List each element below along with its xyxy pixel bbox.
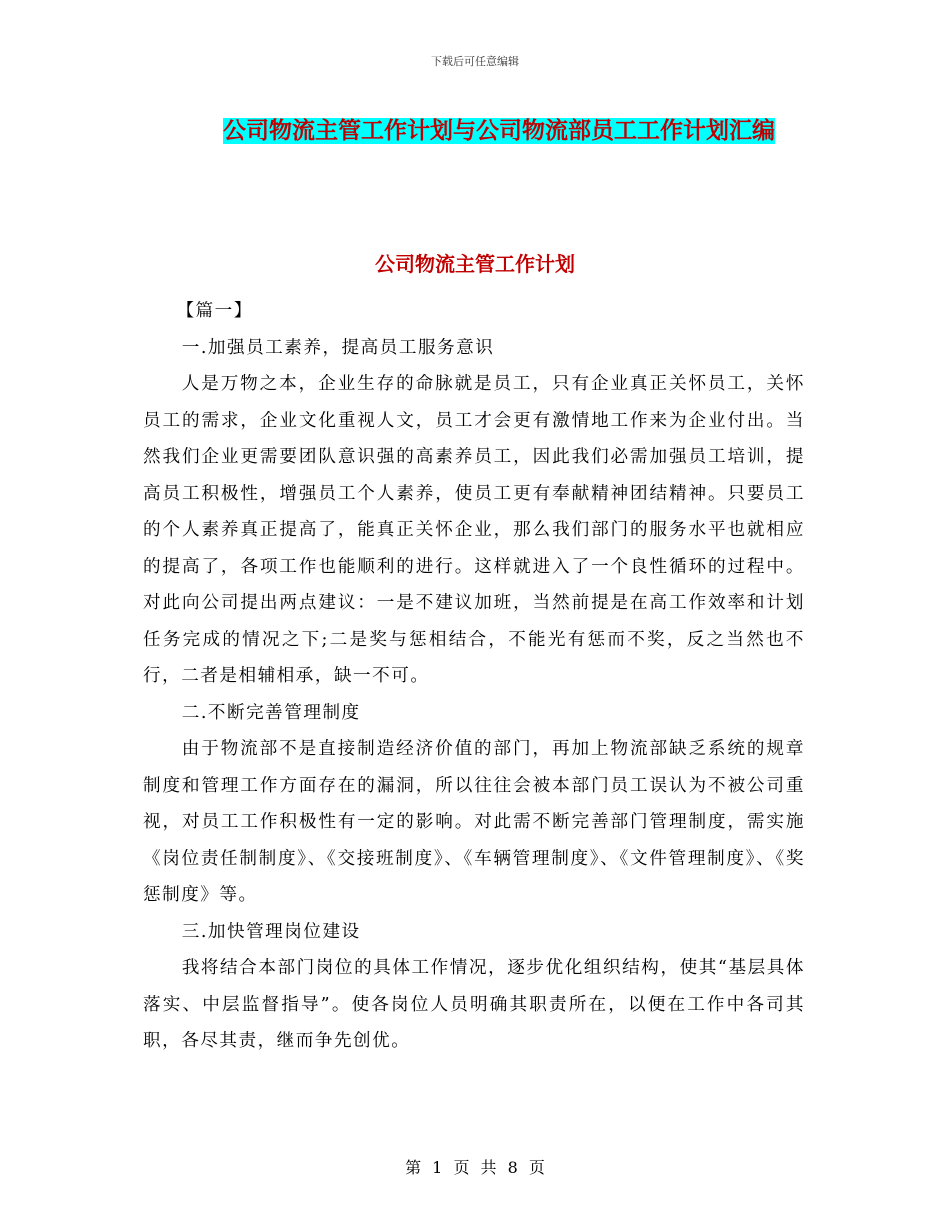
header-note: 下载后可任意编辑 <box>431 55 519 68</box>
part-label: 【篇一】 <box>176 301 253 321</box>
heading-1: 一.加强员工素养，提高员工服务意识 <box>181 337 495 358</box>
document-body <box>143 293 805 1060</box>
document-title-text: 公司物流主管工作计划与公司物流部员工工作计划汇编 <box>223 118 775 144</box>
heading-3: 三.加快管理岗位建设 <box>181 921 361 942</box>
page-footer: 第 1 页 共 8 页 <box>405 1158 545 1177</box>
section-title: 公司物流主管工作计划 <box>375 252 575 276</box>
paragraph-1: 人是万物之本，企业生存的命脉就是员工，只有企业真正关怀员工，关怀员工的需求，企业文化重视人文，员工才会更有激情地工作来为企业付出。当然我们企业更需要团队意识强的高素养员工，因此我们必需加强员工培训，提高员工积极性，增强员工个人素养，使员工更有奉献精神团结精神。只要员工的个人素养真正提高了，能真正关怀企业，那么我们部门的服务水平也就相应的提高了，各项工作也能顺利的进行。这样就进入了一个良性循环的过程中。对此向公司提出两点建议：一是不建议加班，当然前提是在高工作效率和计划任务完成的情况之下;二是奖与惩相结合，不能光有惩而不奖，反之当然也不行，二者是相辅相承，缺一不可。 <box>143 374 805 686</box>
document-title <box>193 110 805 153</box>
heading-2: 二.不断完善管理制度 <box>181 702 361 723</box>
paragraph-3: 我将结合本部门岗位的具体工作情况，逐步优化组织结构，使其“基层具体落实、中层监督指导”。使各岗位人员明确其职责所在，以便在工作中各司其职，各尽其责，继而争先创优。 <box>143 958 805 1051</box>
paragraph-2: 由于物流部不是直接制造经济价值的部门，再加上物流部缺乏系统的规章制度和管理工作方面存在的漏洞，所以往往会被本部门员工误认为不被公司重视，对员工工作积极性有一定的影响。对此需不断完善部门管理制度，需实施《岗位责任制制度》、《交接班制度》、《车辆管理制度》、《文件管理制度》、《奖惩制度》等。 <box>143 739 805 905</box>
